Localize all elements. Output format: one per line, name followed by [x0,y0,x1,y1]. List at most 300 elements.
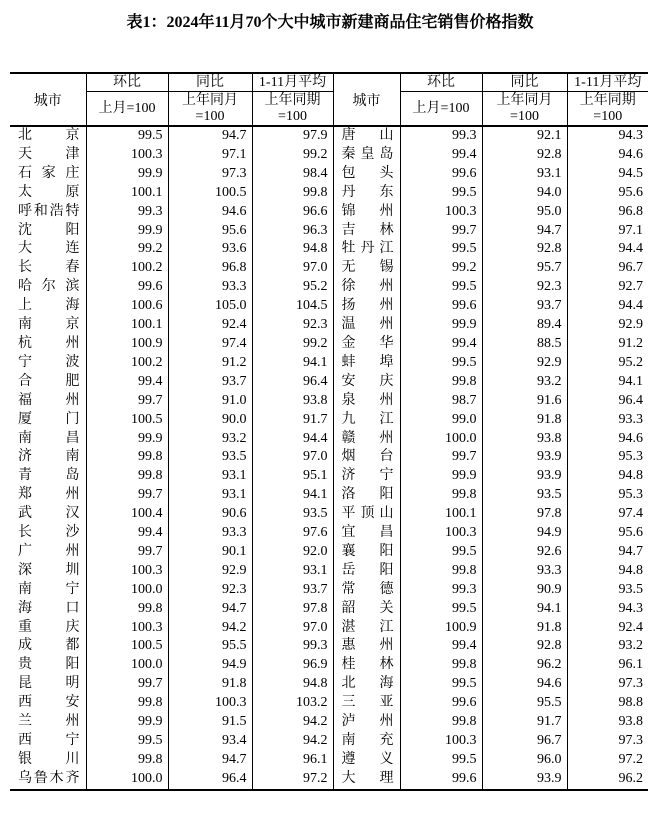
yoy-value-right: 94.7 [482,222,567,241]
mom-value-right: 99.6 [400,694,482,713]
city-cell-right [333,467,400,486]
yoy-value-right: 93.2 [482,373,567,392]
table-row [10,316,648,335]
mom-value-left: 99.9 [86,222,168,241]
table-row [10,581,648,600]
header-yoy-left: 同比 [168,73,252,92]
yoy-value-left: 93.7 [168,373,252,392]
header-yoy-base-right [482,92,567,127]
mom-value-right: 99.8 [400,373,482,392]
avg-value-left: 92.3 [252,316,333,335]
header-avg-base-left [252,92,333,127]
yoy-value-right: 95.7 [482,259,567,278]
avg-value-left: 96.9 [252,656,333,675]
yoy-value-right: 92.8 [482,637,567,656]
mom-value-left: 100.2 [86,354,168,373]
mom-base-text: 上月=100 [98,101,156,116]
city-name: 遵 义 [341,751,394,767]
mom-value-right: 99.6 [400,297,482,316]
table-row [10,146,648,165]
mom-value-left: 99.6 [86,278,168,297]
yoy-value-left: 93.3 [168,524,252,543]
city-cell-right [333,126,400,146]
mom-value-right: 100.0 [400,430,482,449]
mom-value-left: 100.4 [86,505,168,524]
avg-value-right: 94.6 [618,430,643,446]
yoy-value-right: 92.8 [482,146,567,165]
city-name: 贵 阳 [18,657,80,673]
avg-value-right: 92.4 [618,619,643,635]
city-name: 厦 门 [18,411,80,427]
table-row [10,486,648,505]
yoy-value-left: 94.7 [168,600,252,619]
city-cell-left [10,335,86,354]
avg-value-left: 97.2 [252,770,333,790]
yoy-value-right: 96.2 [482,656,567,675]
city-cell-right [333,354,400,373]
avg-value-right: 96.2 [618,770,643,786]
yoy-value-left: 100.5 [168,184,252,203]
city-name: 三 亚 [341,695,394,711]
city-name: 南 昌 [18,430,80,446]
yoy-value-right: 93.9 [482,467,567,486]
mom-value-left: 100.1 [86,316,168,335]
yoy-value-right: 92.8 [482,240,567,259]
mom-value-left: 99.7 [86,486,168,505]
city-name: 泸 州 [341,714,394,730]
city-name: 济 宁 [341,468,394,484]
table-row [10,694,648,713]
city-name: 昆 明 [18,676,80,692]
city-cell-left [10,619,86,638]
city-cell-left [10,126,86,146]
city-name: 包 头 [341,165,394,181]
city-cell-left [10,486,86,505]
table-row [10,126,648,146]
avg-value-right: 95.3 [618,449,643,465]
yoy-value-right: 94.1 [482,600,567,619]
avg-base-line1: 上年同期 [579,92,636,108]
yoy-value-left: 96.4 [168,770,252,790]
avg-value-left: 99.3 [252,637,333,656]
yoy-value-left: 97.1 [168,146,252,165]
price-index-table [10,72,648,791]
avg-value-left: 91.7 [252,411,333,430]
city-name: 兰 州 [18,714,80,730]
city-name: 福 州 [18,392,80,408]
city-cell-right [333,694,400,713]
city-cell-right [333,562,400,581]
city-cell-right [333,278,400,297]
city-name: 温 州 [341,317,394,333]
city-name: 呼 和 浩 特 [18,203,80,219]
table-row [10,505,648,524]
avg-value-left: 97.8 [252,600,333,619]
city-name: 湛 江 [341,619,394,635]
city-name: 北 京 [18,128,80,143]
city-cell-left [10,656,86,675]
mom-value-right: 100.3 [400,732,482,751]
mom-value-left: 99.8 [86,751,168,770]
mom-value-right: 99.6 [400,165,482,184]
table-row [10,165,648,184]
city-cell-left [10,732,86,751]
avg-value-right: 95.3 [618,487,643,503]
city-cell-right [333,713,400,732]
city-name: 徐 州 [341,279,394,295]
header-yoy-right: 同比 [482,73,567,92]
city-name: 常 德 [341,581,394,597]
avg-value-right: 97.4 [618,506,643,522]
table-body [10,126,648,790]
yoy-value-left: 93.4 [168,732,252,751]
avg-base-line2: =100 [278,108,307,124]
avg-value-left: 104.5 [252,297,333,316]
mom-value-left: 99.7 [86,392,168,411]
city-name: 乌 鲁 木 齐 [18,770,80,786]
city-cell-left [10,222,86,241]
city-cell-left [10,165,86,184]
header-avg-right: 1-11月平均 [567,73,648,92]
mom-value-left: 99.8 [86,448,168,467]
mom-value-left: 99.8 [86,467,168,486]
yoy-value-right: 91.6 [482,392,567,411]
yoy-value-left: 94.2 [168,619,252,638]
avg-value-right: 94.8 [618,562,643,578]
mom-value-right: 99.5 [400,751,482,770]
yoy-value-left: 90.6 [168,505,252,524]
city-name: 宁 波 [18,354,80,370]
avg-value-right: 97.2 [618,751,643,767]
yoy-value-right: 97.8 [482,505,567,524]
yoy-value-left: 100.3 [168,694,252,713]
city-cell-left [10,505,86,524]
table-row [10,222,648,241]
yoy-value-left: 90.1 [168,543,252,562]
avg-value-left: 99.2 [252,146,333,165]
avg-value-right: 93.8 [618,714,643,730]
avg-value-left: 103.2 [252,694,333,713]
header-mom-right: 环比 [400,73,482,92]
city-cell-right [333,335,400,354]
mom-value-right: 99.4 [400,637,482,656]
city-cell-left [10,411,86,430]
yoy-value-left: 93.3 [168,278,252,297]
yoy-value-right: 96.0 [482,751,567,770]
city-name: 岳 阳 [341,562,394,578]
avg-value-right: 97.3 [618,676,643,692]
city-name: 惠 州 [341,638,394,654]
yoy-value-left: 97.3 [168,165,252,184]
avg-value-left: 93.7 [252,581,333,600]
city-cell-right [333,203,400,222]
city-cell-right [333,165,400,184]
yoy-value-left: 93.1 [168,486,252,505]
city-cell-right [333,392,400,411]
avg-value-right: 93.2 [618,638,643,654]
table-row [10,675,648,694]
city-cell-left [10,713,86,732]
mom-value-right: 99.8 [400,713,482,732]
yoy-value-right: 95.0 [482,203,567,222]
city-cell-left [10,600,86,619]
city-name: 哈 尔 滨 [18,279,80,295]
yoy-value-left: 97.4 [168,335,252,354]
city-name: 上 海 [18,298,80,314]
mom-value-right: 99.5 [400,278,482,297]
city-cell-left [10,467,86,486]
avg-value-left: 98.4 [252,165,333,184]
yoy-value-right: 90.9 [482,581,567,600]
mom-value-right: 98.7 [400,392,482,411]
mom-value-right: 99.3 [400,581,482,600]
mom-value-right: 99.0 [400,411,482,430]
avg-value-right: 94.3 [618,600,643,616]
city-cell-left [10,675,86,694]
avg-value-left: 96.6 [252,203,333,222]
city-cell-left [10,259,86,278]
mom-value-left: 100.1 [86,184,168,203]
mom-value-right: 99.5 [400,675,482,694]
city-name: 广 州 [18,543,80,559]
city-cell-right [333,505,400,524]
avg-value-left: 96.1 [252,751,333,770]
yoy-value-left: 94.6 [168,203,252,222]
city-name: 唐 山 [341,128,394,143]
city-name: 无 锡 [341,260,394,276]
city-name: 成 都 [18,638,80,654]
table-row [10,751,648,770]
city-name: 武 汉 [18,506,80,522]
city-name: 丹 东 [341,184,394,200]
city-cell-right [333,619,400,638]
city-name: 深 圳 [18,562,80,578]
city-name: 南 充 [341,733,394,748]
city-name: 南 宁 [18,581,80,597]
yoy-value-right: 93.3 [482,562,567,581]
avg-value-left: 93.5 [252,505,333,524]
table-row [10,278,648,297]
city-cell-right [333,259,400,278]
city-cell-right [333,316,400,335]
table-row [10,713,648,732]
mom-value-right: 100.9 [400,619,482,638]
avg-value-right: 94.3 [618,128,643,143]
city-cell-right [333,732,400,751]
header-avg-left: 1-11月平均 [252,73,333,92]
yoy-value-right: 89.4 [482,316,567,335]
header-yoy-base-left [168,92,252,127]
yoy-value-left: 93.6 [168,240,252,259]
city-cell-right [333,411,400,430]
yoy-value-right: 94.9 [482,524,567,543]
table-row [10,524,648,543]
yoy-base-line1: 上年同月 [182,92,238,108]
city-cell-left [10,184,86,203]
avg-value-left: 94.4 [252,430,333,449]
mom-value-left: 99.8 [86,600,168,619]
table-row [10,732,648,751]
mom-value-left: 100.3 [86,146,168,165]
yoy-value-left: 91.2 [168,354,252,373]
mom-value-right: 99.7 [400,222,482,241]
avg-value-right: 94.8 [618,468,643,484]
city-name: 西 安 [18,695,80,711]
avg-value-right: 94.1 [618,373,643,389]
table-row [10,392,648,411]
header-city-left: 城市 [10,73,86,126]
avg-value-right: 98.8 [618,695,643,711]
city-name: 洛 阳 [341,487,394,503]
avg-value-left: 94.8 [252,675,333,694]
mom-value-right: 99.8 [400,486,482,505]
avg-value-left: 99.8 [252,184,333,203]
yoy-value-left: 91.5 [168,713,252,732]
mom-value-left: 100.5 [86,411,168,430]
city-cell-right [333,675,400,694]
avg-value-left: 95.2 [252,278,333,297]
mom-value-right: 99.3 [400,126,482,146]
city-cell-left [10,770,86,790]
yoy-value-left: 92.9 [168,562,252,581]
mom-value-left: 100.3 [86,619,168,638]
mom-value-left: 100.9 [86,335,168,354]
mom-value-right: 99.5 [400,600,482,619]
mom-value-right: 99.9 [400,467,482,486]
yoy-base-line1: 上年同月 [496,92,553,108]
avg-value-right: 92.9 [618,317,643,333]
avg-value-left: 94.8 [252,240,333,259]
yoy-value-right: 95.5 [482,694,567,713]
mom-value-left: 99.5 [86,126,168,146]
city-cell-left [10,751,86,770]
city-name: 银 川 [18,751,80,767]
table-row [10,203,648,222]
yoy-value-right: 91.8 [482,411,567,430]
yoy-base-line2: =100 [195,108,225,124]
city-name: 桂 林 [341,657,394,673]
header-mom-left: 环比 [86,73,168,92]
yoy-value-right: 93.9 [482,770,567,790]
mom-value-left: 100.0 [86,770,168,790]
avg-value-right: 94.4 [618,241,643,257]
yoy-value-left: 95.5 [168,637,252,656]
mom-value-left: 99.4 [86,373,168,392]
city-cell-left [10,581,86,600]
avg-value-left: 97.6 [252,524,333,543]
table-row [10,411,648,430]
city-name: 长 春 [18,260,80,276]
avg-value-right: 97.1 [618,222,643,238]
city-name: 吉 林 [341,222,394,238]
mom-value-right: 99.4 [400,146,482,165]
yoy-value-right: 92.1 [482,126,567,146]
city-name: 西 宁 [18,733,80,748]
city-name: 大 连 [18,241,80,257]
city-cell-left [10,392,86,411]
yoy-value-left: 94.7 [168,126,252,146]
city-name: 大 理 [341,770,394,786]
city-name: 海 口 [18,600,80,616]
header-mom-base-left [86,92,168,127]
city-name: 石 家 庄 [18,165,80,181]
avg-value-left: 93.8 [252,392,333,411]
table-row [10,448,648,467]
mom-value-left: 99.3 [86,203,168,222]
avg-value-left: 97.0 [252,448,333,467]
yoy-value-left: 92.3 [168,581,252,600]
city-name: 蚌 埠 [341,354,394,370]
yoy-value-right: 94.0 [482,184,567,203]
city-cell-right [333,240,400,259]
page-body [0,12,660,815]
avg-value-right: 94.5 [618,165,643,181]
avg-value-left: 99.2 [252,335,333,354]
avg-value-left: 92.0 [252,543,333,562]
mom-value-right: 99.5 [400,543,482,562]
yoy-value-right: 93.9 [482,448,567,467]
city-name: 九 江 [341,411,394,427]
avg-value-left: 94.2 [252,732,333,751]
mom-value-right: 99.9 [400,316,482,335]
yoy-value-right: 93.1 [482,165,567,184]
avg-value-left: 97.9 [252,126,333,146]
city-cell-right [333,600,400,619]
yoy-value-right: 92.6 [482,543,567,562]
city-name: 安 庆 [341,373,394,389]
mom-value-right: 100.3 [400,203,482,222]
city-cell-right [333,524,400,543]
avg-value-left: 93.1 [252,562,333,581]
city-name: 牡 丹 江 [341,241,394,257]
mom-value-left: 99.9 [86,165,168,184]
yoy-value-left: 91.8 [168,675,252,694]
yoy-value-left: 90.0 [168,411,252,430]
avg-value-left: 97.0 [252,619,333,638]
city-cell-right [333,373,400,392]
city-cell-right [333,184,400,203]
avg-value-right: 94.7 [618,543,643,559]
city-cell-left [10,278,86,297]
mom-value-right: 99.5 [400,354,482,373]
avg-value-right: 91.2 [618,335,643,351]
table-row [10,184,648,203]
yoy-value-right: 91.7 [482,713,567,732]
yoy-value-right: 96.7 [482,732,567,751]
yoy-value-right: 93.8 [482,430,567,449]
city-name: 烟 台 [341,449,394,465]
yoy-value-right: 88.5 [482,335,567,354]
avg-value-right: 93.3 [618,411,643,427]
mom-value-left: 99.9 [86,713,168,732]
mom-value-left: 100.0 [86,581,168,600]
city-cell-left [10,448,86,467]
mom-value-left: 100.0 [86,656,168,675]
yoy-value-right: 91.8 [482,619,567,638]
mom-value-right: 100.3 [400,524,482,543]
avg-value-right: 92.7 [618,279,643,295]
yoy-value-right: 94.6 [482,675,567,694]
mom-value-left: 99.9 [86,430,168,449]
city-cell-right [333,486,400,505]
yoy-value-left: 92.4 [168,316,252,335]
city-cell-right [333,430,400,449]
yoy-value-left: 96.8 [168,259,252,278]
yoy-base-line2: =100 [510,108,539,124]
avg-value-right: 95.2 [618,354,643,370]
city-name: 秦 皇 岛 [341,146,394,162]
yoy-value-left: 91.0 [168,392,252,411]
